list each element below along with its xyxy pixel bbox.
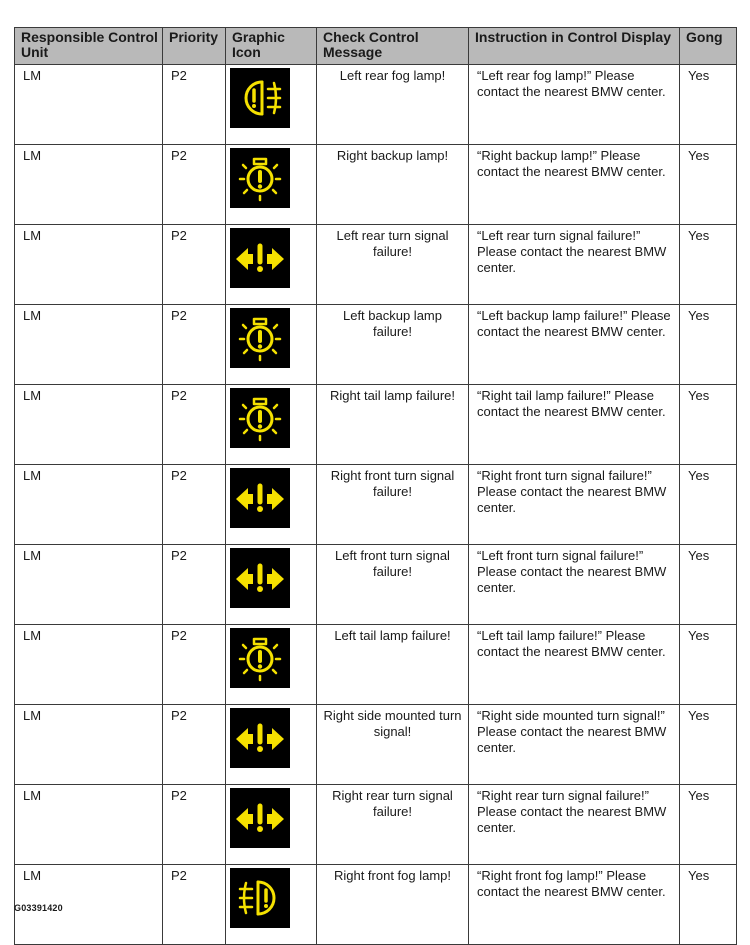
cell-message: Left backup lamp failure! [317,305,469,385]
cell-message: Right backup lamp! [317,145,469,225]
cell-instruction: “Right side mounted turn signal!” Please contact the nearest BMW center. [469,705,680,785]
cell-instruction: “Right front turn signal failure!” Please contact the nearest BMW center. [469,465,680,545]
cell-icon [226,145,317,225]
cell-icon [226,625,317,705]
table-row [15,385,737,465]
bulb-warning-icon [230,148,290,208]
cell-gong: Yes [680,785,737,865]
front-fog-lamp-icon [230,868,290,928]
cell-gong: Yes [680,145,737,225]
header-icon: Graphic Icon [226,28,317,65]
table-row [15,65,737,145]
cell-icon [226,865,317,945]
cell-icon [226,785,317,865]
cell-message: Left rear fog lamp! [317,65,469,145]
bulb-warning-icon [230,308,290,368]
cell-priority: P2 [163,865,226,945]
turn-signal-warning-icon [230,228,290,288]
cell-message: Right rear turn signal failure! [317,785,469,865]
cell-icon [226,305,317,385]
cell-gong: Yes [680,465,737,545]
cell-gong: Yes [680,545,737,625]
cell-icon [226,385,317,465]
cell-unit: LM [15,465,163,545]
cell-gong: Yes [680,865,737,945]
cell-gong: Yes [680,705,737,785]
cell-priority: P2 [163,145,226,225]
turn-signal-warning-icon [230,468,290,528]
cell-icon [226,545,317,625]
cell-priority: P2 [163,785,226,865]
header-priority: Priority [163,28,226,65]
cell-message: Left front turn signal failure! [317,545,469,625]
cell-priority: P2 [163,225,226,305]
cell-message: Right side mounted turn signal! [317,705,469,785]
cell-unit: LM [15,385,163,465]
figure-code: G03391420 [14,903,63,913]
cell-priority: P2 [163,305,226,385]
cell-priority: P2 [163,465,226,545]
cell-icon [226,465,317,545]
cell-unit: LM [15,145,163,225]
cell-gong: Yes [680,225,737,305]
cell-icon [226,65,317,145]
cell-unit: LM [15,225,163,305]
cell-priority: P2 [163,545,226,625]
table-row [15,465,737,545]
table-row [15,545,737,625]
cell-unit: LM [15,865,163,945]
cell-unit: LM [15,705,163,785]
cell-priority: P2 [163,705,226,785]
turn-signal-warning-icon [230,708,290,768]
cell-instruction: “Left front turn signal failure!” Please contact the nearest BMW center. [469,545,680,625]
cell-priority: P2 [163,65,226,145]
cell-gong: Yes [680,385,737,465]
header-unit: Responsible Control Unit [15,28,163,65]
turn-signal-warning-icon [230,788,290,848]
cell-unit: LM [15,785,163,865]
bulb-warning-icon [230,388,290,448]
table-row [15,625,737,705]
cell-message: Left rear turn signal failure! [317,225,469,305]
cell-instruction: “Left rear turn signal failure!” Please contact the nearest BMW center. [469,225,680,305]
header-instruction: Instruction in Control Display [469,28,680,65]
cell-unit: LM [15,65,163,145]
check-control-table [14,27,737,945]
cell-gong: Yes [680,305,737,385]
cell-unit: LM [15,305,163,385]
table-header-row [15,28,737,65]
turn-signal-warning-icon [230,548,290,608]
cell-instruction: “Left backup lamp failure!” Please contact the nearest BMW center. [469,305,680,385]
table-row [15,865,737,945]
cell-message: Right front fog lamp! [317,865,469,945]
cell-instruction: “Left rear fog lamp!” Please contact the nearest BMW center. [469,65,680,145]
cell-priority: P2 [163,625,226,705]
cell-instruction: “Right backup lamp!” Please contact the nearest BMW center. [469,145,680,225]
header-message: Check Control Message [317,28,469,65]
cell-instruction: “Left tail lamp failure!” Please contact the nearest BMW center. [469,625,680,705]
cell-icon [226,225,317,305]
cell-icon [226,705,317,785]
header-gong: Gong [680,28,737,65]
table-row [15,225,737,305]
cell-instruction: “Right rear turn signal failure!” Please contact the nearest BMW center. [469,785,680,865]
cell-message: Right tail lamp failure! [317,385,469,465]
cell-gong: Yes [680,625,737,705]
table-row [15,305,737,385]
cell-unit: LM [15,545,163,625]
cell-priority: P2 [163,385,226,465]
cell-instruction: “Right front fog lamp!” Please contact the nearest BMW center. [469,865,680,945]
rear-fog-lamp-icon [230,68,290,128]
table-row [15,145,737,225]
cell-message: Right front turn signal failure! [317,465,469,545]
bulb-warning-icon [230,628,290,688]
cell-unit: LM [15,625,163,705]
cell-gong: Yes [680,65,737,145]
table-row [15,785,737,865]
cell-instruction: “Right tail lamp failure!” Please contact the nearest BMW center. [469,385,680,465]
table-row [15,705,737,785]
cell-message: Left tail lamp failure! [317,625,469,705]
